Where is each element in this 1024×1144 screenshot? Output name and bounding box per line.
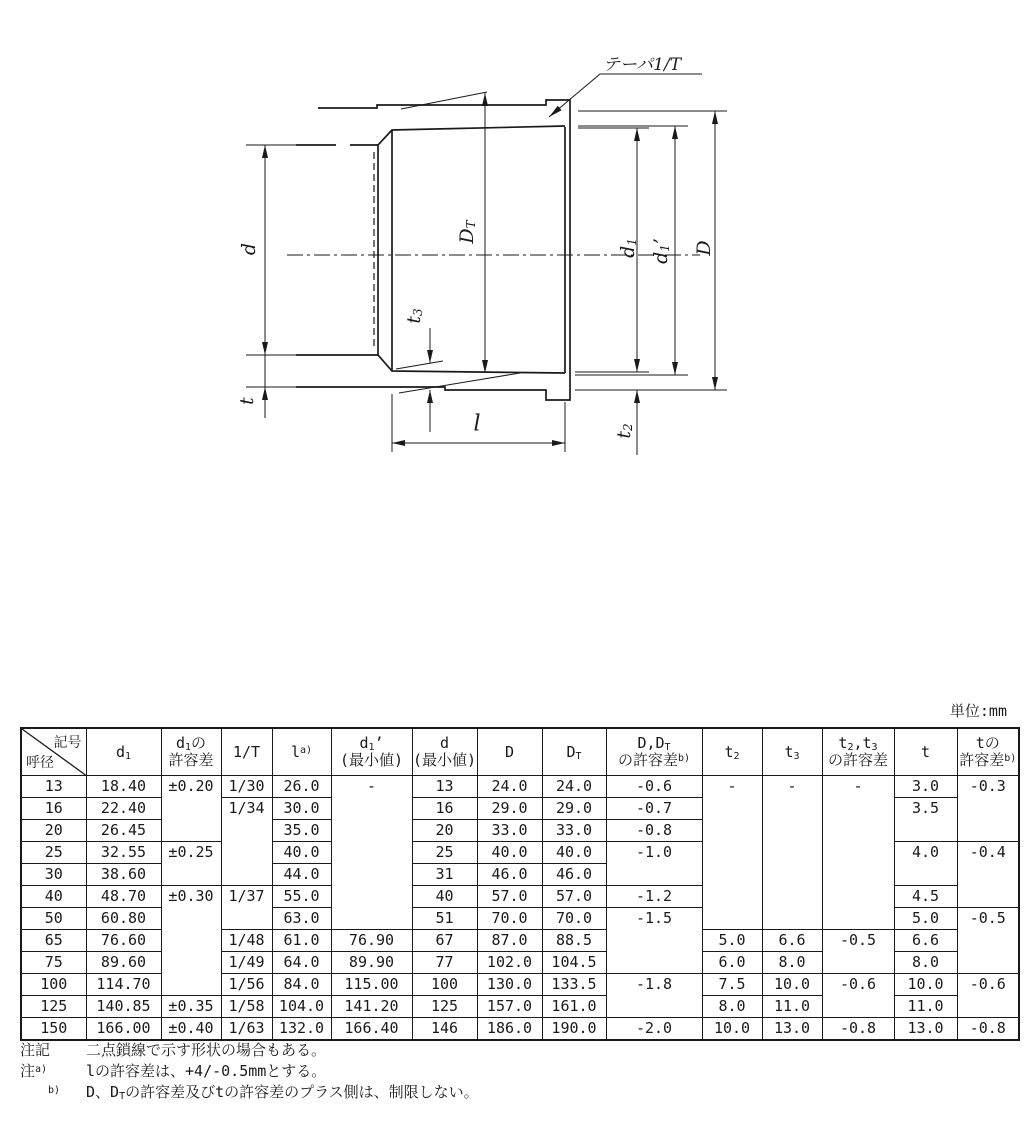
table-cell: 11.0 xyxy=(894,996,957,1018)
table-cell: 76.90 xyxy=(331,930,412,952)
table-cell: 8.0 xyxy=(894,952,957,974)
table-cell: 125 xyxy=(412,996,477,1018)
table-cell: 161.0 xyxy=(542,996,606,1018)
table-cell: 10.0 xyxy=(702,1018,762,1041)
dimension-lines xyxy=(246,74,727,455)
table-cell: - xyxy=(702,776,762,930)
table-cell: 89.90 xyxy=(331,952,412,974)
table-cell: 1/30 xyxy=(221,776,272,798)
table-cell: ±0.40 xyxy=(161,1018,221,1041)
table-cell: 13 xyxy=(21,776,86,798)
table-cell: 40 xyxy=(412,886,477,908)
table-cell: 26.0 xyxy=(272,776,331,798)
note-body: lの許容差は、+4/-0.5mmとする。 xyxy=(86,1062,327,1080)
table-wrap xyxy=(20,727,1020,1041)
table-cell: 70.0 xyxy=(477,908,542,930)
table-cell: 40.0 xyxy=(477,842,542,864)
table-cell: 20 xyxy=(21,820,86,842)
dim-label-t2: $t_2$ xyxy=(613,423,635,439)
note-label: 注$^{a)}$ xyxy=(20,1062,48,1080)
table-cell: 77 xyxy=(412,952,477,974)
table-cell: 157.0 xyxy=(477,996,542,1018)
table-row xyxy=(21,1018,1019,1041)
table-cell: 25 xyxy=(412,842,477,864)
column-header: d (最小値) xyxy=(412,728,477,776)
column-header: 1/T xyxy=(221,728,272,776)
table-cell: 133.5 xyxy=(542,974,606,996)
table-cell: 1/49 xyxy=(221,952,272,974)
table-cell: 5.0 xyxy=(702,930,762,952)
table-cell: 1/37 xyxy=(221,886,272,930)
table-cell: 16 xyxy=(412,798,477,820)
table-cell: 24.0 xyxy=(477,776,542,798)
table-cell: ±0.20 xyxy=(161,776,221,842)
table-cell: - xyxy=(822,776,894,930)
table-cell: 65 xyxy=(21,930,86,952)
table-cell: 190.0 xyxy=(542,1018,606,1041)
table-cell: 38.60 xyxy=(86,864,161,886)
table-cell: 30.0 xyxy=(272,798,331,820)
table-cell: -0.6 xyxy=(606,776,702,798)
table-cell: -0.5 xyxy=(822,930,894,974)
table-cell: 6.0 xyxy=(702,952,762,974)
column-header: t xyxy=(894,728,957,776)
table-cell: 87.0 xyxy=(477,930,542,952)
column-header: D xyxy=(477,728,542,776)
table-cell: 140.85 xyxy=(86,996,161,1018)
table-cell: 63.0 xyxy=(272,908,331,930)
table-cell: 64.0 xyxy=(272,952,331,974)
table-cell: 75 xyxy=(21,952,86,974)
table-cell: 29.0 xyxy=(477,798,542,820)
table-cell: 40 xyxy=(21,886,86,908)
table-cell: 6.6 xyxy=(894,930,957,952)
table-cell: 31 xyxy=(412,864,477,886)
table-cell: 4.0 xyxy=(894,842,957,886)
table-cell: 7.5 xyxy=(702,974,762,996)
dim-label-D: D xyxy=(693,240,715,256)
table-cell: 40.0 xyxy=(272,842,331,864)
table-cell: 13.0 xyxy=(762,1018,822,1041)
table-cell: 102.0 xyxy=(477,952,542,974)
table-cell: 84.0 xyxy=(272,974,331,996)
table-cell: 30 xyxy=(21,864,86,886)
table-cell: 40.0 xyxy=(542,842,606,864)
table-cell: -0.8 xyxy=(822,1018,894,1041)
dim-label-d1: $d_1$ xyxy=(617,238,639,258)
table-cell: 55.0 xyxy=(272,886,331,908)
note-line xyxy=(20,1040,479,1061)
table-cell: 141.20 xyxy=(331,996,412,1018)
table-cell: 46.0 xyxy=(542,864,606,886)
table-cell: 57.0 xyxy=(477,886,542,908)
table-cell: 1/48 xyxy=(221,930,272,952)
table-cell: 26.45 xyxy=(86,820,161,842)
table-cell: 32.55 xyxy=(86,842,161,864)
corner-cell: 記号 呼径 xyxy=(21,728,86,776)
column-header: $d_1$の 許容差 xyxy=(161,728,221,776)
dimension-table xyxy=(20,727,1020,1041)
table-cell: 13.0 xyxy=(894,1018,957,1041)
table-cell: 186.0 xyxy=(477,1018,542,1041)
table-cell: 60.80 xyxy=(86,908,161,930)
table-cell: 132.0 xyxy=(272,1018,331,1041)
table-cell: 8.0 xyxy=(762,952,822,974)
body-outline xyxy=(296,100,570,400)
dim-label-d1-prime: $d_1$’ xyxy=(650,238,672,264)
note-body: D、$D_T$の許容差及びtの許容差のプラス側は、制限しない。 xyxy=(86,1083,479,1102)
table-cell: 57.0 xyxy=(542,886,606,908)
column-header: $l^{a)}$ xyxy=(272,728,331,776)
note-body: 二点鎖線で示す形状の場合もある。 xyxy=(86,1041,327,1059)
table-cell: 104.5 xyxy=(542,952,606,974)
table-cell: -0.5 xyxy=(957,908,1019,974)
note-line xyxy=(20,1061,479,1082)
table-cell: 10.0 xyxy=(762,974,822,996)
table-cell: 1/56 xyxy=(221,974,272,996)
table-cell: -2.0 xyxy=(606,1018,702,1041)
table-cell: -1.5 xyxy=(606,908,702,974)
table-cell: 24.0 xyxy=(542,776,606,798)
table-cell: 1/34 xyxy=(221,798,272,886)
table-cell: 20 xyxy=(412,820,477,842)
table-cell: 100 xyxy=(21,974,86,996)
note-label: b) xyxy=(48,1085,61,1096)
table-cell: 166.00 xyxy=(86,1018,161,1041)
column-header: tの 許容差$^{b)}$ xyxy=(957,728,1019,776)
table-cell: ±0.25 xyxy=(161,842,221,886)
table-cell: 25 xyxy=(21,842,86,864)
table-cell: 51 xyxy=(412,908,477,930)
table-cell: -0.3 xyxy=(957,776,1019,842)
table-cell: 3.0 xyxy=(894,776,957,798)
column-header: $d_1$’ (最小値) xyxy=(331,728,412,776)
table-cell: 18.40 xyxy=(86,776,161,798)
table-cell: -0.6 xyxy=(822,974,894,1018)
table-cell: -1.2 xyxy=(606,886,702,908)
table-cell: 100 xyxy=(412,974,477,996)
table-cell: 146 xyxy=(412,1018,477,1041)
column-header: $t_2$ xyxy=(702,728,762,776)
table-cell: 76.60 xyxy=(86,930,161,952)
table-cell: 44.0 xyxy=(272,864,331,886)
table-cell: 1/63 xyxy=(221,1018,272,1041)
table-cell: -1.0 xyxy=(606,842,702,886)
table-cell: 8.0 xyxy=(702,996,762,1018)
table-row xyxy=(21,776,1019,798)
table-header-row xyxy=(21,728,1019,776)
table-cell: -1.8 xyxy=(606,974,702,1018)
table-cell: 13 xyxy=(412,776,477,798)
taper-callout-label: テーパ1/T xyxy=(603,55,682,75)
note-label: 注記 xyxy=(20,1041,51,1059)
table-cell: -0.8 xyxy=(606,820,702,842)
dim-label-DT: $D_T$ xyxy=(456,220,478,244)
column-header: $t_3$ xyxy=(762,728,822,776)
table-cell: 88.5 xyxy=(542,930,606,952)
table-cell: 3.5 xyxy=(894,798,957,842)
table-cell: 166.40 xyxy=(331,1018,412,1041)
table-cell: 125 xyxy=(21,996,86,1018)
table-cell: -0.8 xyxy=(957,1018,1019,1041)
table-cell: 130.0 xyxy=(477,974,542,996)
table-cell: 33.0 xyxy=(477,820,542,842)
table-cell: 35.0 xyxy=(272,820,331,842)
table-cell: 16 xyxy=(21,798,86,820)
table-cell: 50 xyxy=(21,908,86,930)
arrowheads xyxy=(262,93,718,446)
column-header: $D_T$ xyxy=(542,728,606,776)
notes xyxy=(20,1040,479,1103)
dim-label-d: d xyxy=(238,242,260,256)
table-cell: 11.0 xyxy=(762,996,822,1018)
table-cell: 61.0 xyxy=(272,930,331,952)
table-cell: -0.4 xyxy=(957,842,1019,908)
dim-label-l: l xyxy=(473,411,481,437)
table-cell: 104.0 xyxy=(272,996,331,1018)
table-cell: 33.0 xyxy=(542,820,606,842)
table-cell: 1/58 xyxy=(221,996,272,1018)
table-cell: 10.0 xyxy=(894,974,957,996)
column-header: $D,D_T$ の許容差$^{b)}$ xyxy=(606,728,702,776)
table-cell: - xyxy=(331,776,412,930)
technical-drawing xyxy=(0,0,1024,560)
table-cell: 70.0 xyxy=(542,908,606,930)
table-cell: 29.0 xyxy=(542,798,606,820)
table-cell: -0.6 xyxy=(957,974,1019,1018)
table-cell: 115.00 xyxy=(331,974,412,996)
note-line xyxy=(20,1082,479,1103)
column-header: $t_2,t_3$ の許容差 xyxy=(822,728,894,776)
dim-label-t: t xyxy=(236,397,258,405)
dim-label-t3: $t_3$ xyxy=(403,308,425,324)
table-cell: 22.40 xyxy=(86,798,161,820)
table-cell: 67 xyxy=(412,930,477,952)
unit-label: 単位:mm xyxy=(949,702,1007,720)
table-cell: 150 xyxy=(21,1018,86,1041)
table-cell: 4.5 xyxy=(894,886,957,908)
table-cell: ±0.35 xyxy=(161,996,221,1018)
table-cell: 6.6 xyxy=(762,930,822,952)
table-cell: 48.70 xyxy=(86,886,161,908)
table-cell: 5.0 xyxy=(894,908,957,930)
table-cell: ±0.30 xyxy=(161,886,221,996)
table-cell: 114.70 xyxy=(86,974,161,996)
table-cell: - xyxy=(762,776,822,930)
table-cell: 89.60 xyxy=(86,952,161,974)
table-cell: -0.7 xyxy=(606,798,702,820)
table-cell: 46.0 xyxy=(477,864,542,886)
column-header: $d_1$ xyxy=(86,728,161,776)
